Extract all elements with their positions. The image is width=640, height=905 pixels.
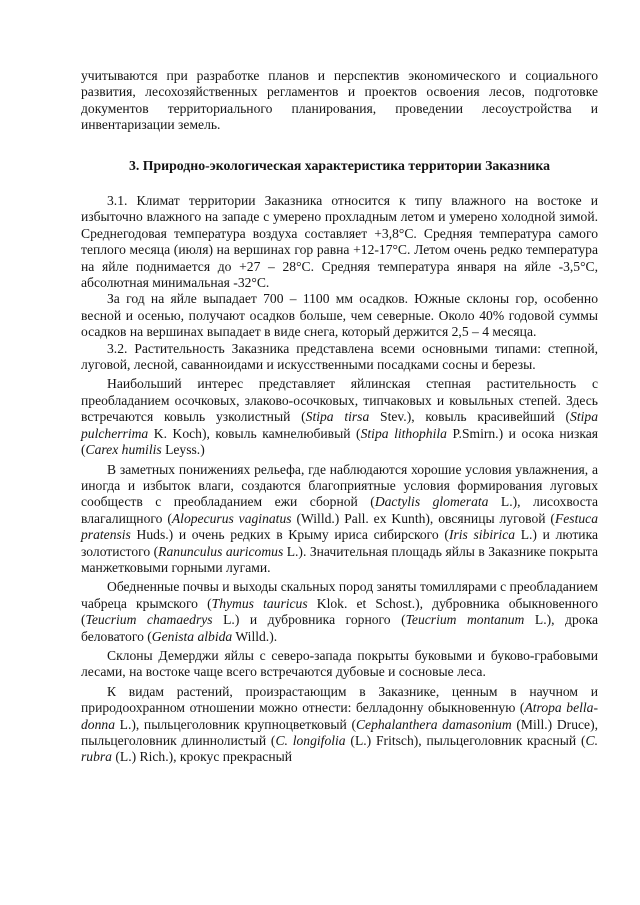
protected-species-paragraph (81, 684, 598, 766)
meadow-text-2: L.), лисохвоста влагалищного ( (81, 494, 598, 526)
species-name: Carex humilis (85, 442, 162, 458)
forest-paragraph: Склоны Демерджи яйлы с северо-запада покрыты буковыми и буково-грабовыми лесами, на востоке чаще всего встречаются дубовые и сосновые леса. (81, 647, 598, 680)
species-name: Stipa lithophila (360, 425, 447, 441)
species-name: Dactylis glomerata (374, 494, 489, 510)
species-name: Stipa tirsa (305, 409, 370, 425)
species-name: Alopecurus vaginatus (171, 510, 292, 526)
tomillary-text-2: Klok. et Schost.), дубровника обыкновенного ( (81, 595, 598, 628)
species-name: Genista albida (151, 628, 233, 644)
steppe-text-2: Stev.), ковыль красивейший ( (369, 409, 571, 425)
tomillary-text-3: L.) и дубровника горного ( (212, 612, 406, 628)
tomillary-text-5: Willd.). (232, 628, 278, 644)
steppe-text-3: K. Koch), ковыль камнелюбивый ( (148, 425, 361, 441)
species-name: Iris sibirica (448, 527, 516, 543)
tomillary-paragraph (81, 579, 598, 645)
species-name: Festuca pratensis (81, 510, 599, 543)
protected-text-2: L.), пыльцеголовник крупноцветковый ( (114, 716, 356, 732)
species-name: C. rubra (81, 733, 598, 765)
steppe-text-1: Наибольший интерес представляет яйлинская степная растительность с преобладанием осочковых, злаково-осочковых, типчаковых и ковыльных степей. Здесь встречаются ковыль узколистный ( (81, 376, 598, 425)
meadow-paragraph (81, 462, 598, 577)
precipitation-paragraph: За год на яйле выпадает 700 – 1100 мм осадков. Южные склоны гор, особенно весной и осенью, получают осадков больше, чем северные. Около 40% годовой суммы осадков на вершинах выпадает в виде снега, который держится 2,5 – 4 месяца. (81, 291, 598, 340)
species-name: C. longifolia (275, 733, 346, 748)
steppe-paragraph (81, 376, 598, 458)
body-text (81, 193, 598, 766)
meadow-text-1: В заметных понижениях рельефа, где наблюдаются хорошие условия увлажнения, а иногда и избыток влаги, создаются благоприятные условия формирования луговых сообществ с преобладанием ежи сборной ( (81, 461, 598, 510)
climate-paragraph: 3.1. Климат территории Заказника относится к типу влажного на востоке и избыточно влажного на западе с умерено прохладным летом и умерено холодной зимой. Среднегодовая температура воздуха составляет +3,8°С. Средняя температура самого теплого месяца (июля) на вершинах гор равна +12-17°С. Летом очень редко температура на яйле поднимается до +27 – 28°С. Средняя температура января на яйле -3,5°С, абсолютная минимальная -32°С. (81, 193, 598, 291)
meadow-text-4: Huds.) и очень редких в Крыму ириса сибирского ( (130, 527, 449, 543)
species-name: Cephalanthera damasonium (355, 716, 512, 732)
protected-text-1: К видам растений, произрастающим в Заказнике, ценным в научном и природоохранном отношении можно отнести: белладонну обыкновенную ( (81, 683, 598, 716)
species-name: Teucrium chamaedrys (85, 612, 213, 628)
meadow-text-6: L.). Значительная площадь яйлы в Заказнике покрыта манжетковыми горными лугами. (81, 543, 599, 575)
vegetation-paragraph: 3.2. Растительность Заказника представлена всеми основными типами: степной, луговой, лесной, саванноидами и искусственными посадками сосны и березы. (81, 340, 598, 373)
meadow-text-3: (Willd.) Pall. ex Kunth), овсяницы луговой ( (291, 510, 555, 526)
tomillary-text-1: Обедненные почвы и выходы скальных пород заняты томиллярами с преобладанием чабреца крымского ( (81, 579, 598, 611)
protected-text-3: (Mill.) Druce), пыльцеголовник длиннолистый ( (81, 716, 598, 748)
intro-paragraph: учитываются при разработке планов и перспектив экономического и социального развития, лесохозяйственных регламентов и проектов освоения лесов, подготовке документов территориального планирования, проведении лесоустройства и инвентаризации земель. (81, 68, 598, 133)
tomillary-text-4: L.), дрока беловатого ( (81, 612, 598, 644)
species-name: Thymus tauricus (211, 595, 308, 611)
meadow-text-5: L.) и лютика золотистого ( (81, 527, 599, 559)
protected-text-4: (L.) Fritsch), пыльцеголовник красный ( (345, 733, 586, 748)
species-name: Teucrium montanum (405, 612, 525, 628)
steppe-text-4: P.Smirn.) и осока низкая ( (81, 425, 599, 458)
intro-block (81, 68, 598, 134)
species-name: Stipa pulcherrima (81, 409, 598, 441)
section-heading: 3. Природно-экологическая характеристика территории Заказника (128, 158, 550, 173)
species-name: Ranunculus auricomus (158, 543, 284, 559)
steppe-text-5: Leyss.) (161, 442, 205, 458)
species-name: Atropa bella-donna (81, 700, 598, 732)
protected-text-5: (L.) Rich.), крокус прекрасный (111, 749, 293, 765)
